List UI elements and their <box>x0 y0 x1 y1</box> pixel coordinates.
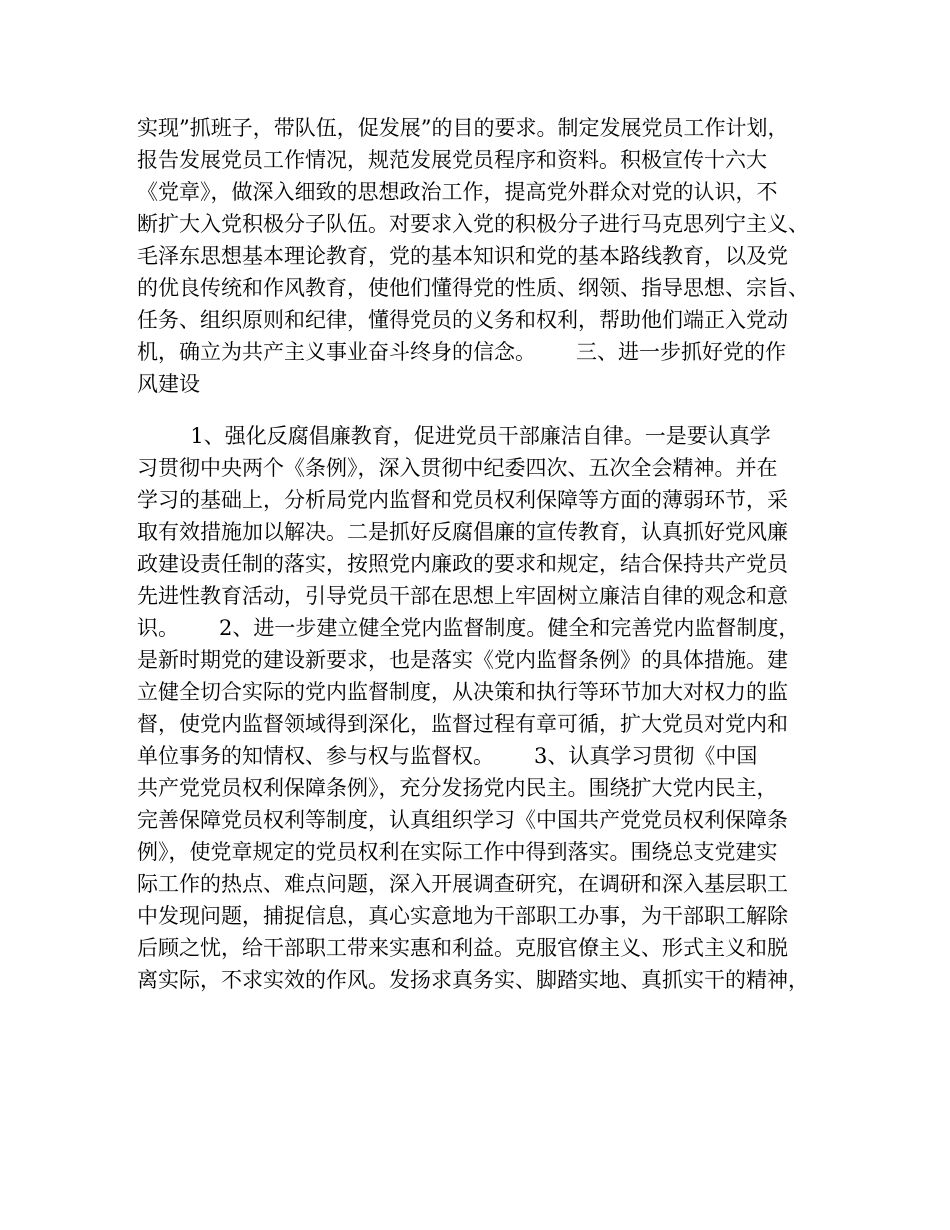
text-line: 学习的基础上，分析局党内监督和党员权利保障等方面的薄弱环节，采 <box>137 488 788 512</box>
text-line: 报告发展党员工作情况，规范发展党员程序和资料。积极宣传十六大 <box>137 148 767 172</box>
text-line: 先进性教育活动，引导党员干部在思想上牢固树立廉洁自律的观念和意 <box>137 584 788 608</box>
text-line: 识。 2、进一步建立健全党内监督制度。健全和完善党内监督制度， <box>137 616 800 640</box>
text-line: 政建设责任制的落实，按照党内廉政的要求和规定，结合保持共产党员 <box>137 552 788 576</box>
text-line: 共产党党员权利保障条例》，充分发扬党内民主。围绕扩大党内民主， <box>137 776 778 800</box>
text-line: 1、强化反腐倡廉教育，促进党员干部廉洁自律。一是要认真学 <box>137 424 771 448</box>
document-body <box>137 112 837 996</box>
text-line: 断扩大入党积极分子队伍。对要求入党的积极分子进行马克思列宁主义、 <box>137 212 809 236</box>
text-line: 离实际，不求实效的作风。发扬求真务实、脚踏实地、真抓实干的精神， <box>137 968 809 992</box>
text-line: 的优良传统和作风教育，使他们懂得党的性质、纲领、指导思想、宗旨、 <box>137 276 809 300</box>
text-line: 是新时期党的建设新要求，也是落实《党内监督条例》的具体措施。建 <box>137 648 788 672</box>
text-line: 机，确立为共产主义事业奋斗终身的信念。 三、进一步抓好党的作 <box>137 340 787 364</box>
text-line: 后顾之忧，给干部职工带来实惠和利益。克服官僚主义、形式主义和脱 <box>137 936 788 960</box>
text-line: 完善保障党员权利等制度，认真组织学习《中国共产党党员权利保障条 <box>137 808 788 832</box>
paragraph-gap <box>137 400 837 420</box>
text-line: 立健全切合实际的党内监督制度，从决策和执行等环节加大对权力的监 <box>137 680 788 704</box>
text-line: 例》，使党章规定的党员权利在实际工作中得到落实。围绕总支党建实 <box>137 840 778 864</box>
text-line: 单位事务的知情权、参与权与监督权。 3、认真学习贯彻《中国 <box>137 744 758 768</box>
text-line: 中发现问题，捕捉信息，真心实意地为干部职工办事，为干部职工解除 <box>137 904 788 928</box>
text-line: 习贯彻中央两个《条例》，深入贯彻中纪委四次、五次全会精神。并在 <box>137 456 778 480</box>
text-line: 毛泽东思想基本理论教育，党的基本知识和党的基本路线教育，以及党 <box>137 244 788 268</box>
text-line: 际工作的热点、难点问题，深入开展调查研究，在调研和深入基层职工 <box>137 872 788 896</box>
text-line: 任务、组织原则和纪律，懂得党员的义务和权利，帮助他们端正入党动 <box>137 308 788 332</box>
text-line: 风建设 <box>137 372 200 396</box>
text-line: 督，使党内监督领域得到深化，监督过程有章可循，扩大党员对党内和 <box>137 712 788 736</box>
text-line: 取有效措施加以解决。二是抓好反腐倡廉的宣传教育，认真抓好党风廉 <box>137 520 788 544</box>
text-line: 实现”抓班子，带队伍，促发展”的目的要求。制定发展党员工作计划， <box>137 116 789 140</box>
text-line: 《党章》，做深入细致的思想政治工作，提高党外群众对党的认识，不 <box>137 180 778 204</box>
